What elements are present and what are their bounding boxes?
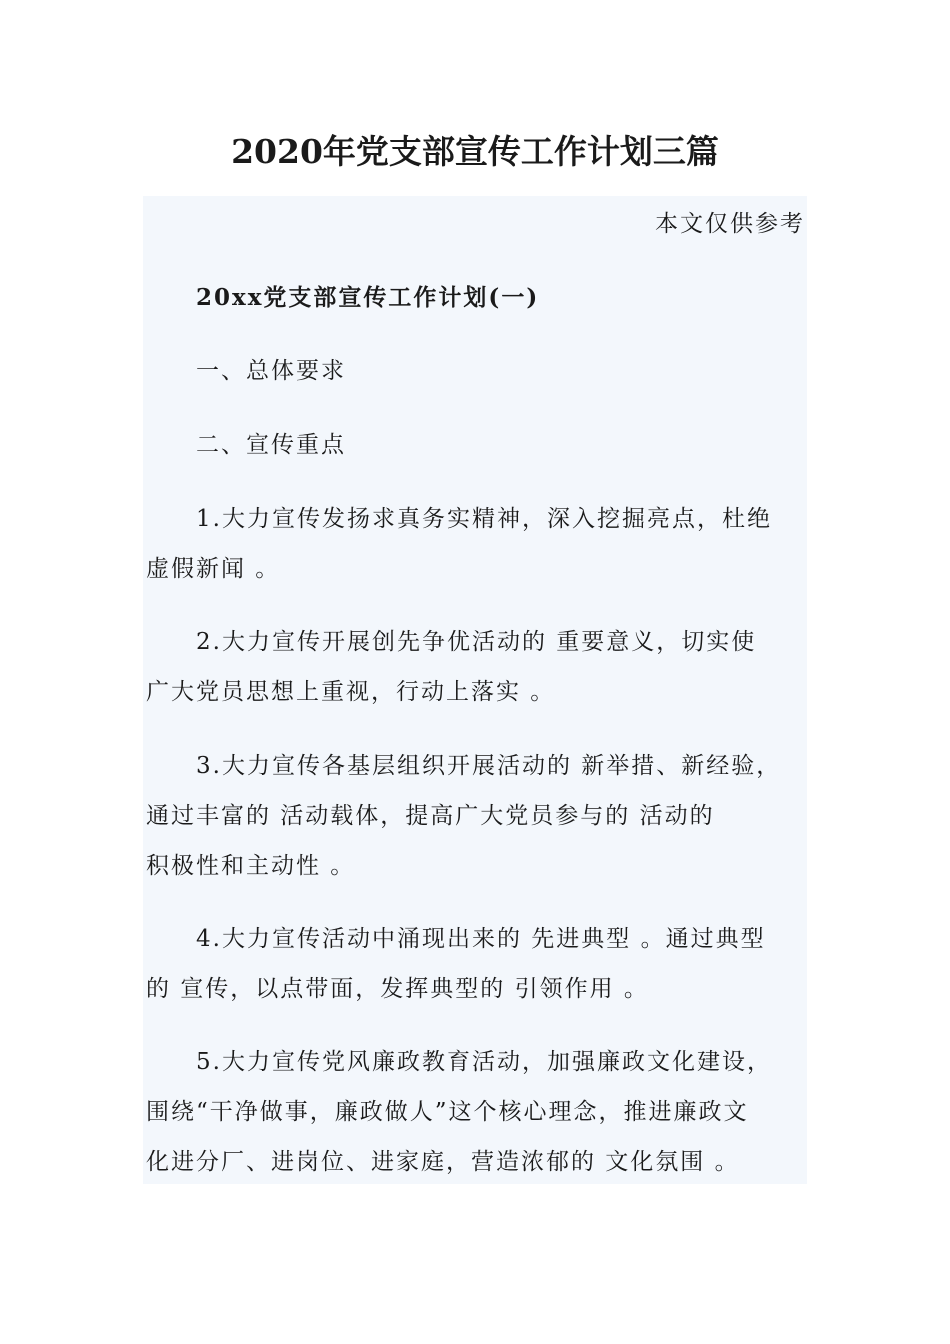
heading-1-text: 一、总体要求 (196, 358, 346, 384)
paragraph-item-4 (146, 914, 806, 1014)
paragraph-line: 化进分厂、进岗位、进家庭，营造浓郁的 文化氛围 。 (146, 1149, 740, 1175)
section-heading (146, 273, 806, 323)
paragraph-line: 4.大力宣传活动中涌现出来的 先进典型 。通过典型 (196, 926, 766, 952)
paragraph-line: 1.大力宣传发扬求真务实精神，深入挖掘亮点，杜绝 (196, 506, 772, 532)
paragraph-item-5 (146, 1037, 806, 1187)
paragraph-line: 积极性和主动性 。 (146, 853, 356, 879)
paragraph-line: 5.大力宣传党风廉政教育活动，加强廉政文化建设， (196, 1049, 772, 1075)
reference-note: 本文仅供参考 (655, 211, 805, 237)
paragraph-line: 广大党员思想上重视，行动上落实 。 (146, 679, 556, 705)
page-title: 2020年党支部宣传工作计划三篇 (231, 132, 719, 171)
paragraph-line: 的 宣传，以点带面，发挥典型的 引领作用 。 (146, 976, 649, 1002)
paragraph-item-1 (146, 494, 806, 594)
heading-general-requirements (146, 346, 806, 396)
heading-publicity-focus (146, 420, 806, 470)
heading-2-text: 二、宣传重点 (196, 432, 346, 458)
paragraph-item-2 (146, 617, 806, 717)
paragraph-line: 2.大力宣传开展创先争优活动的 重要意义，切实使 (196, 629, 757, 655)
paragraph-line: 围绕“干净做事，廉政做人”这个核心理念，推进廉政文 (146, 1099, 749, 1125)
paragraph-line: 通过丰富的 活动载体，提高广大党员参与的 活动的 (146, 803, 715, 829)
paragraph-line: 3.大力宣传各基层组织开展活动的 新举措、新经验， (196, 753, 782, 779)
paragraph-line: 虚假新闻 。 (146, 556, 281, 582)
paragraph-item-3 (146, 741, 806, 891)
section-heading-text: 20xx党支部宣传工作计划(一) (196, 284, 540, 311)
